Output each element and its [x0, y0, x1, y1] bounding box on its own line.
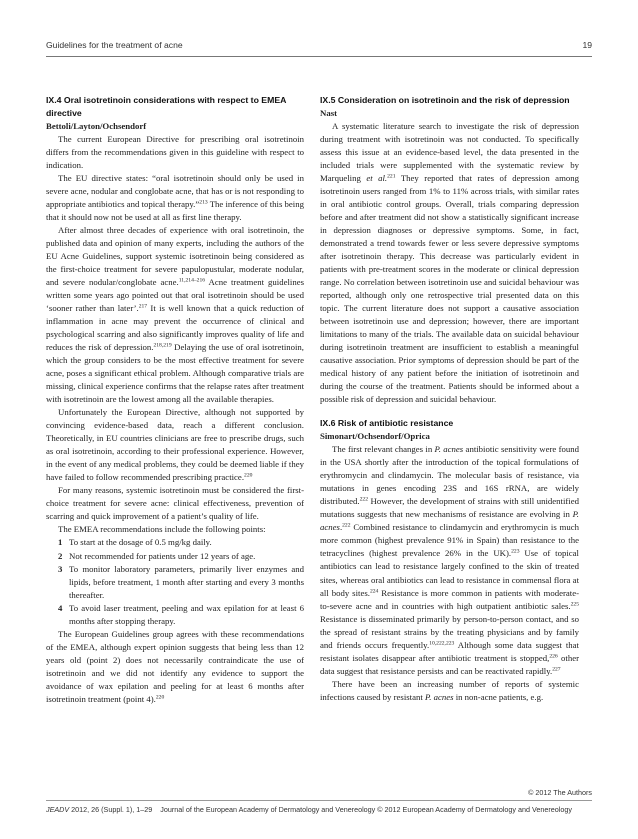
reference: 11,214–216	[178, 277, 206, 284]
section-gap	[320, 406, 579, 417]
reference: 220	[155, 694, 165, 701]
header-rule	[46, 56, 592, 57]
citation: 2012, 26 (Suppl. 1), 1–29	[69, 805, 153, 814]
reference: 224	[369, 587, 379, 594]
running-header	[46, 40, 592, 54]
paragraph: The current European Directive for prescribing oral isotretinoin differs from the recommendations given in this guideline with respect to indication.	[46, 134, 304, 171]
emea-points-list	[46, 536, 304, 627]
reference: 226	[549, 653, 558, 659]
section-title-depression: IX.5 Consideration on isotretinoin and the risk of depression	[320, 95, 570, 105]
reference: 217	[138, 303, 148, 310]
journal-abbrev: JEADV	[46, 805, 70, 814]
paragraph: The European Guidelines group agrees with these recommendations of the EMEA, although expert opinion suggests that being less than 12 years old (point 2) does not necessarily contraindicate the use of isotretinoin and we did not identify any evidence to support the avoidance of wax epilation and peeling for at least 6 months after isotretinoin treatment (point 4).$^{220}$	[46, 628, 304, 704]
section-title-isotretinoin-emea: IX.4 Oral isotretinoin considerations with respect to EMEA directive	[46, 95, 287, 118]
section-authors: Simonart/Ochsendorf/Oprica	[320, 431, 430, 442]
reference: 225	[570, 600, 579, 607]
section-authors: Nast	[320, 108, 338, 118]
list-item: 1 To start at the dosage of 0.5 mg/kg daily.	[58, 537, 212, 548]
reference: 220	[244, 472, 253, 479]
running-title: Guidelines for the treatment of acne	[46, 40, 183, 50]
list-item: 4 To avoid laser treatment, peeling and wax epilation for at least 6 months after stopping therapy.	[58, 602, 304, 626]
reference: 221	[387, 173, 396, 180]
left-column	[46, 94, 304, 782]
section-title-antibiotic-resistance: IX.6 Risk of antibiotic resistance	[320, 418, 454, 429]
reference: 218,219	[153, 342, 172, 349]
right-column	[320, 94, 579, 782]
paragraph: For many reasons, systemic isotretinoin must be considered the first-choice treatment for severe acne: clinical effectiveness, prevention of scarring and quick improvement of a patient’s quality of life.	[46, 485, 304, 522]
section-authors: Bettoli/Layton/Ochsendorf	[46, 121, 147, 131]
paragraph: The EMEA recommendations include the following points:	[58, 524, 266, 535]
reference: 10,222,223	[429, 639, 455, 646]
list-item: 2 Not recommended for patients under 12 years of age.	[58, 550, 256, 561]
paragraph: The first relevant changes in P. acnes antibiotic sensitivity were found in the USA shortly after the introduction of the topical formulations of erythromycin and clindamycin. The molecular basis of resistance, via mutations in genes encoding 23S and 16S rRNA, are widely distributed.$^{222}$ However, the development of strains with still unidentified mutations suggests that new mechanisms of resistance are evolving in P. acnes.$^{222}$ Combined resistance to clindamycin and erythromycin is much more common (highest prevalence 91% in Spain) than resistance to the tetracyclines (highest prevalence 26% in the UK).$^{223}$ Use of topical antibiotics can lead to resistance largely confined to the skin of treated sites, whereas oral antibiotics can lead to resistance in commensal flora at all body sites.$^{224}$ Resistance is more common in patients with moderate-to-severe acne and in countries with high outpatient antibiotic sales.$^{225}$ Resistance is disseminated primarily by person-to-person contact, and so the spread of resistant strains by the treating physicians and by family and friends occurs frequently.$^{10,222,223}$ Although some data suggest that resistant isolates disappear after antibiotic treatment is stopped,$^{226}$ other data suggest that resistance persists and can be reactivated rapidly.$^{227}$	[320, 444, 579, 676]
reference: 227	[552, 666, 561, 673]
footer-rule	[46, 800, 592, 801]
paragraph: After almost three decades of experience with oral isotretinoin, the published data and opinion of many experts, including the authors of the EU Acne Guidelines, support systemic isotretinoin being considered as the first-choice treatment for severe papulopustular, moderate nodular, and severe nodular/conglobate acne.$^{11,214-216}$ Acne treatment guidelines written some years ago pointed out that oral isotretinoin should be used ‘sooner rather than later’.$^{217}$ It is well known that a quick reduction of inflammation in acne may prevent the occurrence of clinical and psychological scarring and also significantly improves quality of life and reduces the risk of depression.$^{218,219}$ Delaying the use of oral isotretinoin, which the group considers to be the most effective treatment for severe acne, poses a significant ethical problem. Although comparative trials are missing, clinical experience confirms that the relapse rates after treatment with isotretinoin are the lowest among all the available therapies.	[46, 225, 304, 405]
journal-footer	[46, 805, 592, 814]
reference: 223	[511, 548, 520, 555]
journal-full: Journal of the European Academy of Dermatology and Venereology © 2012 European Academy of Dermatology and Venereology	[160, 805, 572, 814]
copyright-line: © 2012 The Authors	[528, 788, 592, 797]
reference: 213	[199, 199, 208, 206]
paragraph: There have been an increasing number of reports of systemic infections caused by resistant P. acnes in non-acne patients, e.g.	[320, 678, 579, 702]
paragraph: The EU directive states: “oral isotretinoin should only be used in severe acne, nodular and conglobate acne, that has or is not responding to appropriate antibiotics and topical therapy.”$^{213}$ The inference of this being that it should now not be used at all as first line therapy.	[46, 173, 304, 223]
page-number: 19	[582, 40, 592, 50]
paragraph: A systematic literature search to investigate the risk of depression during treatment with isotretinoin was not conducted. To specifically assess this issue at an evidence-based level, the data presented in the included trials were supplemented with the systematic review by Marqueling et al.$^{221}$ They reported that rates of depression among isotretinoin users ranged from 1% to 11% across trials, with similar rates in oral antibiotic control groups. Overall, trials comparing depression before and after treatment did not show a statistically significant increase in depression diagnoses or depressive symptoms. Some, in fact, demonstrated a trend towards fewer or less severe depressive symptoms after isotretinoin therapy. This decrease was particularly evident in patients with pre-treatment scores in the moderate or clinical depression range. No correlation between isotretinoin use and suicidal behaviour was reported, although only one retrospective trial presented data on this topic. The current literature does not support a causative association between isotretinoin use and depression; however, there are important limitations to many of the trials. The available data on suicidal behaviour during isotretinoin treatment are insufficient to establish a meaningful causative association. Prior symptoms of depression should be part of the medical history of any patient before the initiation of isotretinoin and during the course of the treatment. Patients should be informed about a possible risk of depression and suicidal behaviour.	[320, 121, 579, 405]
paragraph: Unfortunately the European Directive, although not supported by convincing evidence-based data, reach a different conclusion. Theoretically, in EU countries clinicians are free to prescribe drugs, such as oral isotretinoin, according to their professional experience. However, in the event of any medical problems, they could be deemed liable if they have failed to follow recommended prescribing practice.$^{220}$	[46, 407, 304, 483]
reference: 222	[359, 496, 369, 503]
list-item: 3 To monitor laboratory parameters, primarily liver enzymes and lipids, before treatment, 1 month after starting and every 3 months thereafter.	[58, 563, 304, 600]
reference: 222	[342, 522, 351, 529]
